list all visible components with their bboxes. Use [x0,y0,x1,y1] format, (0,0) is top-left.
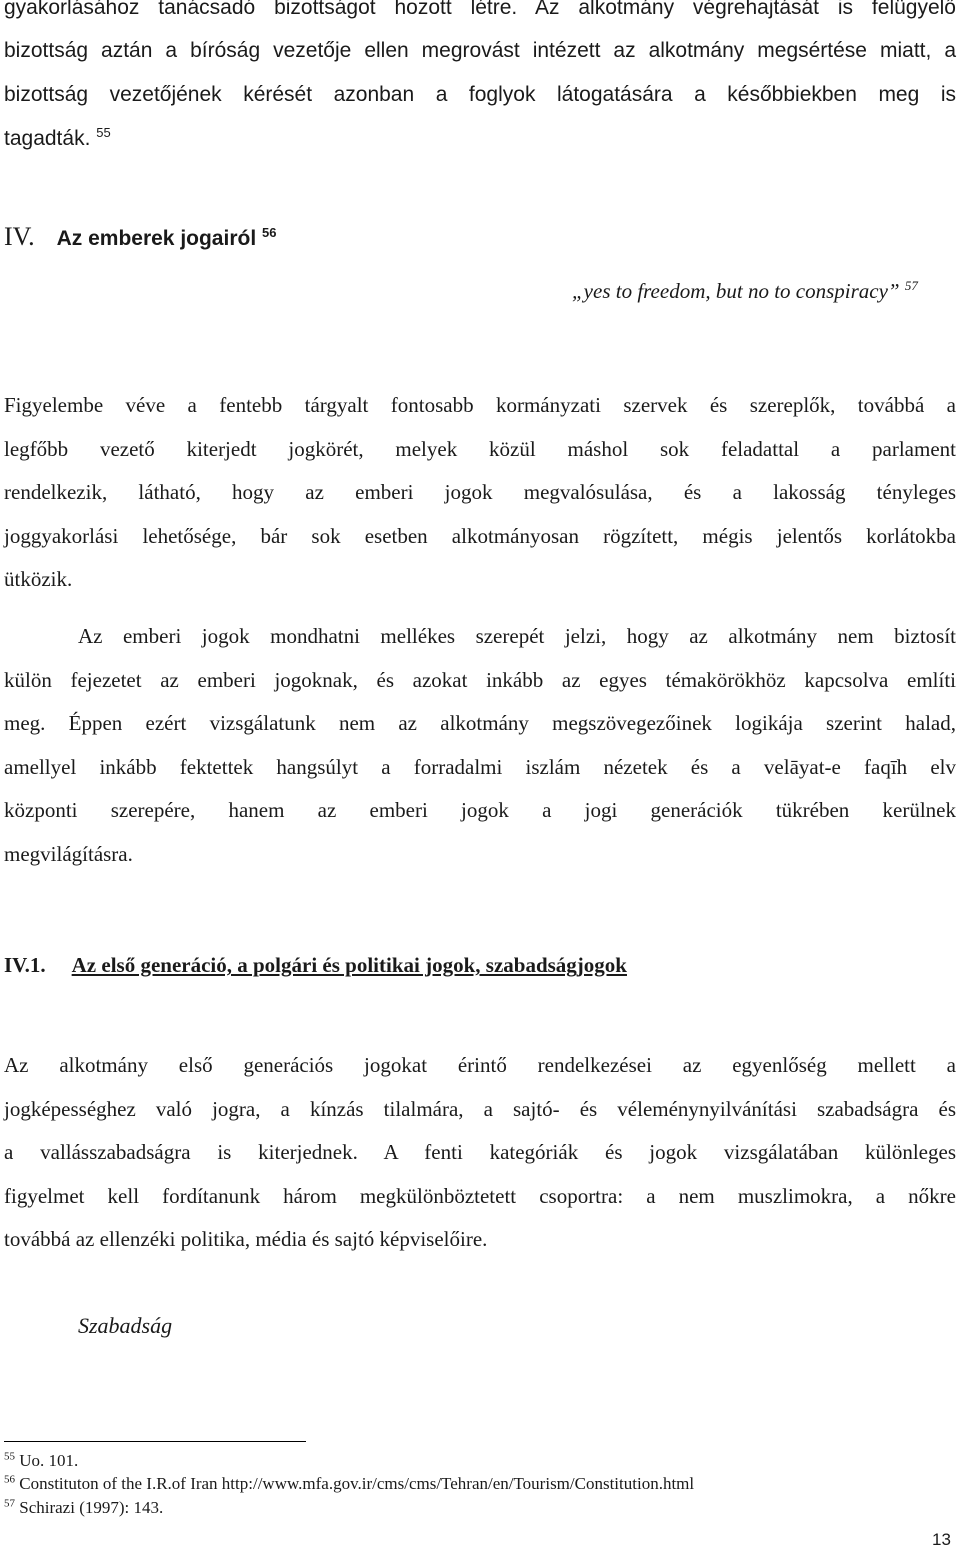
text-line: bizottság vezetőjének kérését azonban a foglyok látogatására a későbbiekben meg is [4,83,956,106]
footnote-number: 55 [4,1450,15,1463]
motto [572,279,918,304]
text-line: rendelkezik, látható, hogy az emberi jogok megvalósulása, és a lakosság tényleges [4,480,956,504]
text-line-first: Az emberi jogok mondhatni mellékes szerepét jelzi, hogy az alkotmány nem biztosít [78,624,956,648]
text-line: gyakorlásához tanácsadó bizottságot hozott létre. Az alkotmány végrehajtását is felügyelő [4,0,956,19]
text-line: külön fejezetet az emberi jogoknak, és azokat inkább az egyes témakörökhöz kapcsolva említi [4,668,956,692]
motto-text: „yes to freedom, but no to conspiracy” [572,279,900,303]
text-line: a vallásszabadságra is kiterjednek. A fenti kategóriák és jogok vizsgálatában különleges [4,1140,956,1164]
text-line: bizottság aztán a bíróság vezetője ellen megrovást intézett az alkotmány megsértése miatt, a [4,39,956,62]
section-heading [4,222,276,252]
text-fragment: tagadták. [4,127,91,150]
text-line: figyelmet kell fordítanunk három megkülönböztetett csoportra: a nem muszlimokra, a nőkre [4,1184,956,1208]
subsection-title: Az első generáció, a polgári és politikai jogok, szabadságjogok [71,953,627,977]
text-line: jogképességhez való jogra, a kínzás tilalmára, a sajtó- és véleménynyilvánítási szabadságra és [4,1097,956,1121]
subsection-heading [4,953,627,978]
text-line: központi szerepére, hanem az emberi jogok a jogi generációk tükrében kerülnek [4,798,956,822]
footnote-number: 57 [4,1497,15,1510]
footnote-number: 56 [4,1473,15,1486]
text-line-last: ütközik. [4,567,73,591]
footnote-ref: 57 [904,278,918,293]
footnote [4,1451,78,1471]
page-number: 13 [932,1530,951,1549]
footnote-ref: 56 [262,225,277,240]
footnote-text: Schirazi (1997): 143. [19,1498,164,1517]
footnote [4,1498,163,1518]
footnote [4,1474,694,1494]
text-line: Az alkotmány első generációs jogokat érintő rendelkezései az egyenlőség mellett a [4,1053,956,1077]
text-line: amellyel inkább fektettek hangsúlyt a forradalmi iszlám nézetek és a velāyat-e faqīh elv [4,755,956,779]
section-title-text: Az emberek jogairól [56,227,257,250]
footnote-ref: 55 [96,125,111,140]
footnote-text: Constituton of the I.R.of Iran http://www.mfa.gov.ir/cms/cms/Tehran/en/Tourism/Constitution.html [19,1474,695,1493]
subsection-number: IV.1. [4,953,46,977]
text-line: joggyakorlási lehetősége, bár sok esetben alkotmányosan rögzített, mégis jelentős korlátokba [4,524,956,548]
text-line: Figyelembe véve a fentebb tárgyalt fontosabb kormányzati szervek és szereplők, továbbá a [4,393,956,417]
text-line: meg. Éppen ezért vizsgálatunk nem az alkotmány megszövegezőinek logikája szerint halad, [4,711,956,735]
text-line-last: továbbá az ellenzéki politika, média és sajtó képviselőire. [4,1227,488,1251]
subheading: Szabadság [78,1313,173,1338]
section-title [57,227,277,250]
text-line: legfőbb vezető kiterjedt jogkörét, melyek közül máshol sok feladattal a parlament [4,437,956,461]
footnote-text: Uo. 101. [19,1451,79,1470]
text-line-last: megvilágításra. [4,842,133,866]
text-line-last [4,127,956,151]
section-number: IV. [4,222,35,251]
footnote-divider [4,1441,306,1442]
